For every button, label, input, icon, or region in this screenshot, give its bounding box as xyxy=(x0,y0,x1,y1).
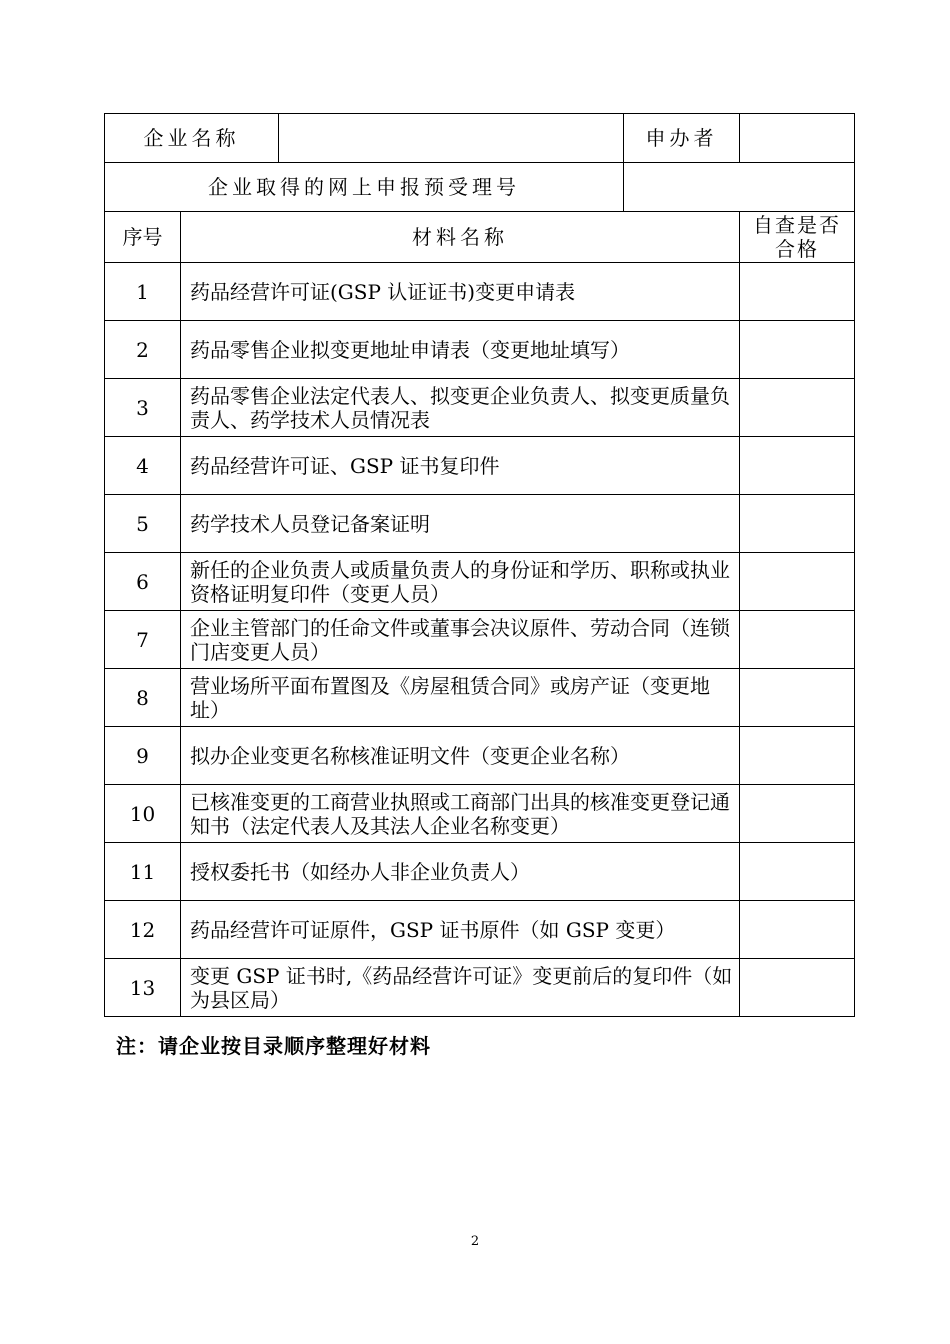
pre-accept-number-field[interactable] xyxy=(624,163,855,212)
table-row xyxy=(105,785,855,843)
row-no: 8 xyxy=(105,669,181,727)
row-material: 药品经营许可证(GSP 认证证书)变更申请表 xyxy=(181,263,740,321)
table-row xyxy=(105,495,855,553)
row-material: 变更 GSP 证书时,《药品经营许可证》变更前后的复印件（如为县区局） xyxy=(181,959,740,1017)
page-number: 2 xyxy=(470,1234,480,1249)
row-material: 新任的企业负责人或质量负责人的身份证和学历、职称或执业资格证明复印件（变更人员） xyxy=(181,553,740,611)
row-check-cell[interactable] xyxy=(740,901,855,959)
row-no: 9 xyxy=(105,727,181,785)
row-no: 1 xyxy=(105,263,181,321)
row-material: 药品零售企业拟变更地址申请表（变更地址填写） xyxy=(181,321,740,379)
applicant-field[interactable] xyxy=(740,114,855,163)
table-row xyxy=(105,379,855,437)
row-material: 药品经营许可证原件，GSP 证书原件（如 GSP 变更） xyxy=(181,901,740,959)
row-no: 4 xyxy=(105,437,181,495)
row-check-cell[interactable] xyxy=(740,959,855,1017)
company-name-label: 企业名称 xyxy=(105,114,279,163)
column-header-row xyxy=(105,212,855,263)
row-check-cell[interactable] xyxy=(740,321,855,379)
row-no: 7 xyxy=(105,611,181,669)
table-row xyxy=(105,901,855,959)
row-check-cell[interactable] xyxy=(740,437,855,495)
col-header-check: 自查是否合格 xyxy=(740,212,855,263)
row-check-cell[interactable] xyxy=(740,379,855,437)
table-row xyxy=(105,263,855,321)
row-check-cell[interactable] xyxy=(740,611,855,669)
col-header-no: 序号 xyxy=(105,212,181,263)
row-check-cell[interactable] xyxy=(740,553,855,611)
table-row xyxy=(105,611,855,669)
row-material: 拟办企业变更名称核准证明文件（变更企业名称） xyxy=(181,727,740,785)
applicant-label: 申办者 xyxy=(624,114,740,163)
row-no: 5 xyxy=(105,495,181,553)
table-row xyxy=(105,437,855,495)
row-material: 药学技术人员登记备案证明 xyxy=(181,495,740,553)
row-check-cell[interactable] xyxy=(740,727,855,785)
row-material: 药品经营许可证、GSP 证书复印件 xyxy=(181,437,740,495)
table-row xyxy=(105,553,855,611)
row-no: 3 xyxy=(105,379,181,437)
row-material: 企业主管部门的任命文件或董事会决议原件、劳动合同（连锁门店变更人员） xyxy=(181,611,740,669)
pre-accept-row xyxy=(105,163,855,212)
row-check-cell[interactable] xyxy=(740,843,855,901)
footnote: 注：请企业按目录顺序整理好材料 xyxy=(116,1034,431,1058)
row-no: 10 xyxy=(105,785,181,843)
row-no: 12 xyxy=(105,901,181,959)
table-row xyxy=(105,843,855,901)
row-no: 13 xyxy=(105,959,181,1017)
row-check-cell[interactable] xyxy=(740,669,855,727)
table-row xyxy=(105,321,855,379)
row-check-cell[interactable] xyxy=(740,785,855,843)
company-name-field[interactable] xyxy=(279,114,624,163)
table-row xyxy=(105,727,855,785)
col-header-material: 材料名称 xyxy=(181,212,740,263)
row-check-cell[interactable] xyxy=(740,495,855,553)
row-material: 授权委托书（如经办人非企业负责人） xyxy=(181,843,740,901)
pre-accept-label: 企业取得的网上申报预受理号 xyxy=(105,163,624,212)
row-no: 11 xyxy=(105,843,181,901)
row-check-cell[interactable] xyxy=(740,263,855,321)
company-row xyxy=(105,114,855,163)
table-row xyxy=(105,959,855,1017)
row-material: 药品零售企业法定代表人、拟变更企业负责人、拟变更质量负责人、药学技术人员情况表 xyxy=(181,379,740,437)
materials-checklist-table xyxy=(104,113,855,1017)
row-no: 6 xyxy=(105,553,181,611)
row-material: 营业场所平面布置图及《房屋租赁合同》或房产证（变更地址） xyxy=(181,669,740,727)
table-row xyxy=(105,669,855,727)
row-material: 已核准变更的工商营业执照或工商部门出具的核准变更登记通知书（法定代表人及其法人企业名称变更） xyxy=(181,785,740,843)
row-no: 2 xyxy=(105,321,181,379)
